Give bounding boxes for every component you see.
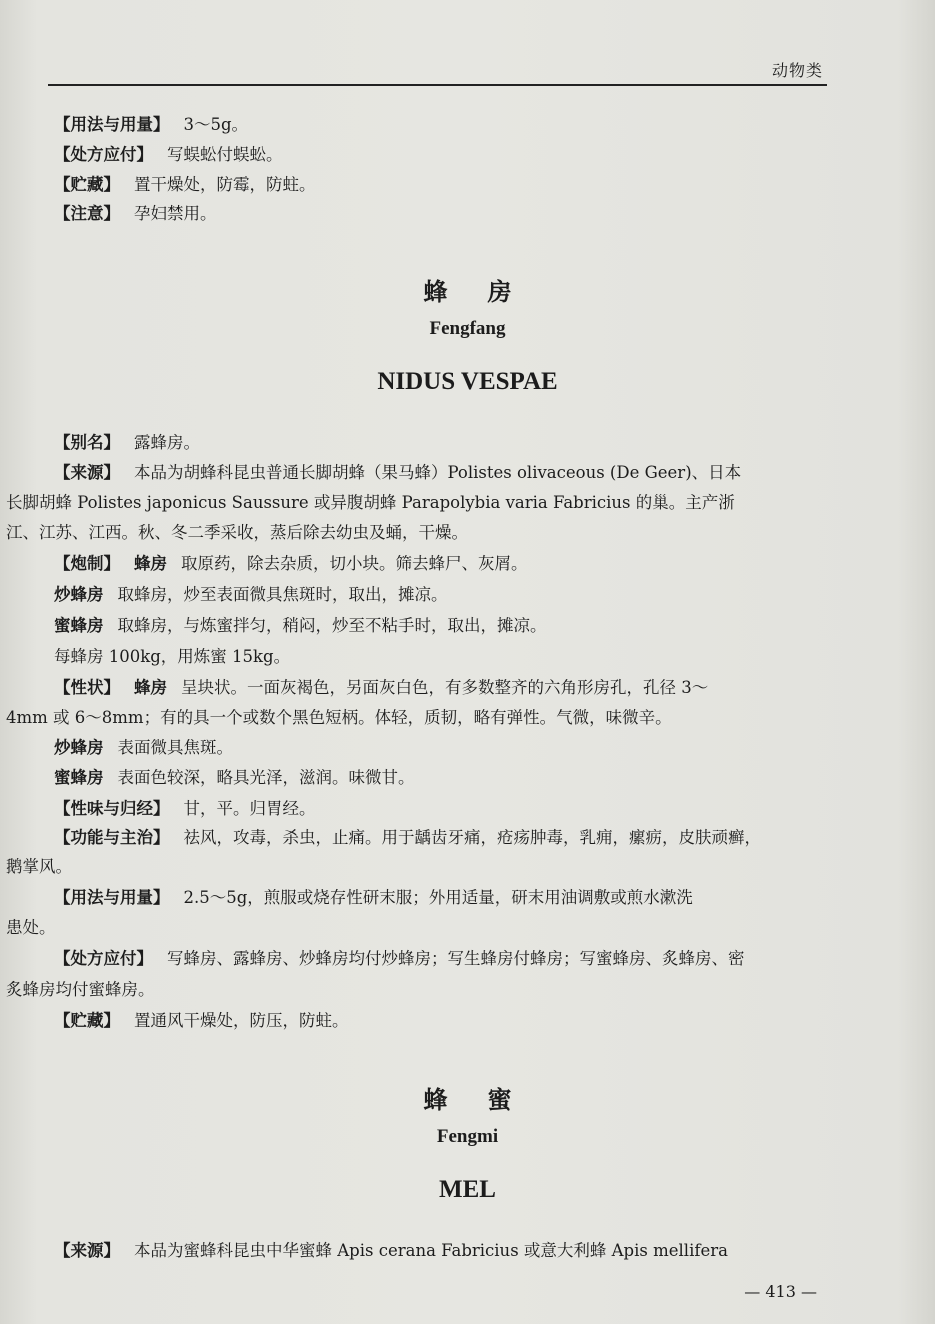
processing-item-name: 蜂房 bbox=[134, 554, 167, 573]
processing-item-text: 取原药，除去杂质，切小块。筛去蜂尸、灰屑。 bbox=[181, 554, 528, 573]
description-item-name: 炒蜂房 bbox=[54, 738, 104, 757]
processing-note: 每蜂房 100kg，用炼蜜 15kg。 bbox=[54, 647, 291, 666]
dispensing-line-2: 炙蜂房均付蜜蜂房。 bbox=[6, 980, 155, 999]
entry-title-pinyin: Fengfang bbox=[429, 318, 506, 339]
processing-item-text: 取蜂房，炒至表面微具焦斑时，取出，摊凉。 bbox=[117, 585, 448, 604]
entry2-title-latin: MEL bbox=[439, 1176, 496, 1203]
entry-title-latin: NIDUS VESPAE bbox=[377, 368, 558, 395]
source-line-1 bbox=[54, 462, 825, 484]
function-line-2: 鹅掌风。 bbox=[6, 857, 72, 876]
storage-tag: 【贮藏】 bbox=[54, 1011, 120, 1030]
storage-line bbox=[54, 1010, 825, 1032]
source-tag: 【来源】 bbox=[54, 463, 120, 482]
nature-text: 甘，平。归胃经。 bbox=[183, 799, 316, 818]
prev-usage-tag: 【用法与用量】 bbox=[54, 115, 170, 134]
entry2-title-cn: 蜂蜜 bbox=[423, 1086, 552, 1114]
prev-storage-text: 置干燥处，防霉，防蛀。 bbox=[134, 175, 316, 194]
description-line-3 bbox=[54, 737, 825, 759]
nature-line bbox=[54, 798, 825, 820]
prev-caution-tag: 【注意】 bbox=[54, 204, 120, 223]
entry2-source-tag: 【来源】 bbox=[54, 1241, 120, 1260]
source-line-3: 江、江苏、江西。秋、冬二季采收，蒸后除去幼虫及蛹，干燥。 bbox=[6, 523, 468, 542]
prev-storage-line bbox=[54, 174, 825, 196]
entry2-source-text: 本品为蜜蜂科昆虫中华蜜蜂 Apis cerana Fabricius 或意大利蜂 Apis mellifera bbox=[134, 1241, 728, 1260]
section-header: 动物类 bbox=[771, 61, 823, 80]
function-text-1: 祛风，攻毒，杀虫，止痛。用于龋齿牙痛，疮疡肿毒，乳痈，瘰疬，皮肤顽癣， bbox=[183, 828, 761, 847]
nature-tag: 【性味与归经】 bbox=[54, 799, 170, 818]
source-text-1: 本品为胡蜂科昆虫普通长脚胡蜂（果马蜂）Polistes olivaceous (De Geer)、日本 bbox=[134, 463, 742, 482]
description-item-text: 表面微具焦斑。 bbox=[117, 738, 233, 757]
dispensing-tag: 【处方应付】 bbox=[54, 949, 153, 968]
usage-tag: 【用法与用量】 bbox=[54, 888, 170, 907]
description-line-2: 4mm 或 6～8mm；有的具一个或数个黑色短柄。体轻，质韧，略有弹性。气微，味微辛。 bbox=[6, 708, 672, 727]
source-line-2: 长脚胡蜂 Polistes japonicus Saussure 或异腹胡蜂 Parapolybia varia Fabricius 的巢。主产浙 bbox=[6, 493, 735, 512]
entry2-source-line bbox=[54, 1240, 825, 1262]
prev-usage-text: 3～5g。 bbox=[183, 115, 249, 134]
processing-line-3 bbox=[54, 615, 825, 637]
description-line-1 bbox=[54, 677, 825, 699]
prev-caution-line bbox=[54, 203, 825, 225]
description-text-1: 呈块状。一面灰褐色，另面灰白色，有多数整齐的六角形房孔，孔径 3～ bbox=[181, 678, 709, 697]
description-item-name: 蜂房 bbox=[134, 678, 167, 697]
processing-item-text: 取蜂房，与炼蜜拌匀，稍闷，炒至不粘手时，取出，摊凉。 bbox=[117, 616, 547, 635]
processing-line-2 bbox=[54, 584, 825, 606]
usage-line-1 bbox=[54, 887, 825, 909]
alias-text: 露蜂房。 bbox=[134, 433, 200, 452]
description-tag: 【性状】 bbox=[54, 678, 120, 697]
prev-caution-text: 孕妇禁用。 bbox=[134, 204, 217, 223]
prev-storage-tag: 【贮藏】 bbox=[54, 175, 120, 194]
processing-tag: 【炮制】 bbox=[54, 554, 120, 573]
prev-usage-line bbox=[54, 114, 825, 136]
processing-line-1 bbox=[54, 553, 825, 575]
dispensing-text-1: 写蜂房、露蜂房、炒蜂房均付炒蜂房；写生蜂房付蜂房；写蜜蜂房、炙蜂房、密 bbox=[167, 949, 745, 968]
header-rule bbox=[48, 84, 827, 86]
alias-tag: 【别名】 bbox=[54, 433, 120, 452]
prev-dispensing-line bbox=[54, 144, 825, 166]
storage-text: 置通风干燥处，防压，防蛀。 bbox=[134, 1011, 349, 1030]
description-item-name: 蜜蜂房 bbox=[54, 768, 104, 787]
processing-item-name: 炒蜂房 bbox=[54, 585, 104, 604]
dispensing-line-1 bbox=[54, 948, 825, 970]
processing-item-name: 蜜蜂房 bbox=[54, 616, 104, 635]
description-line-4 bbox=[54, 767, 825, 789]
entry-title-cn: 蜂房 bbox=[423, 278, 552, 306]
prev-dispensing-tag: 【处方应付】 bbox=[54, 145, 153, 164]
usage-line-2: 患处。 bbox=[6, 918, 56, 937]
function-line-1 bbox=[54, 827, 825, 849]
function-tag: 【功能与主治】 bbox=[54, 828, 170, 847]
page-number: — 413 — bbox=[744, 1282, 817, 1301]
alias-line bbox=[54, 432, 825, 454]
entry2-title-pinyin: Fengmi bbox=[436, 1126, 499, 1147]
usage-text-1: 2.5～5g，煎服或烧存性研末服；外用适量，研末用油调敷或煎水漱洗 bbox=[183, 888, 693, 907]
description-item-text: 表面色较深，略具光泽，滋润。味微甘。 bbox=[117, 768, 415, 787]
prev-dispensing-text: 写蜈蚣付蜈蚣。 bbox=[167, 145, 283, 164]
